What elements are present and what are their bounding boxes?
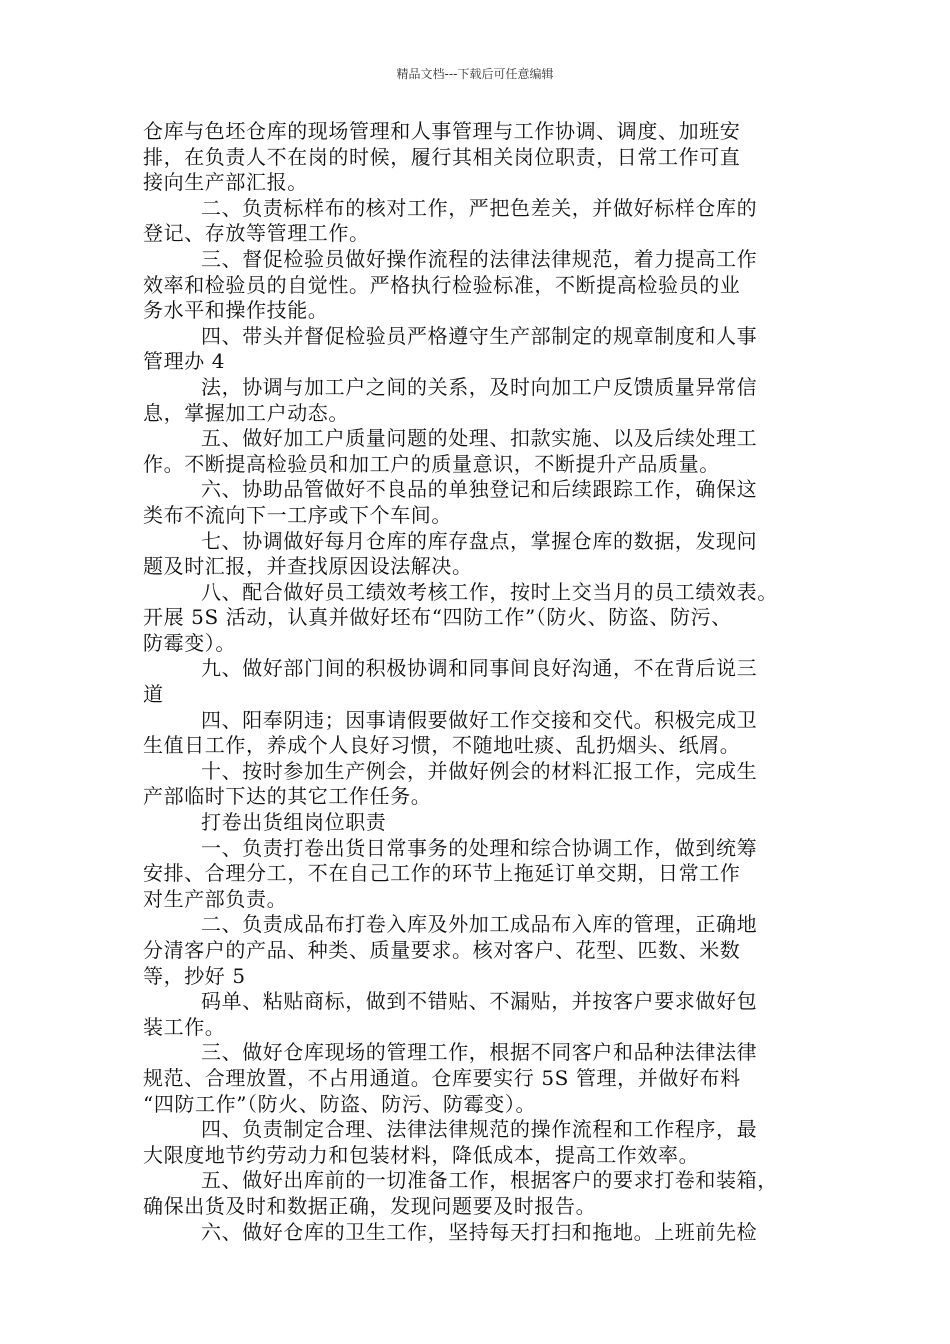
text-line: 一、负责打卷出货日常事务的处理和综合协调工作，做到统筹 bbox=[201, 835, 758, 860]
text-line: 开展 5S 活动，认真并做好坯布“四防工作”（防火、防盗、防污、 bbox=[143, 605, 732, 630]
text-line: 八、配合做好员工绩效考核工作，按时上交当月的员工绩效表。 bbox=[201, 579, 778, 604]
text-line: 对生产部负责。 bbox=[143, 886, 288, 911]
text-line: 道 bbox=[143, 682, 164, 707]
text-line: 确保出货及时和数据正确，发现问题要及时报告。 bbox=[143, 1193, 597, 1218]
text-line: 作。不断提高检验员和加工户的质量意识，不断提升产品质量。 bbox=[143, 451, 720, 476]
text-line: 规范、合理放置，不占用通道。仓库要实行 5S 管理，并做好布料 bbox=[143, 1065, 741, 1090]
text-line: 分清客户的产品、种类、质量要求。核对客户、花型、匹数、米数 bbox=[143, 938, 741, 962]
text-line: 生值日工作，养成个人良好习惯，不随地吐痰、乱扔烟头、纸屑。 bbox=[143, 733, 741, 758]
page-header: 精品文档---下载后可任意编辑 bbox=[396, 67, 554, 81]
text-line: 务水平和操作技能。 bbox=[143, 298, 329, 323]
text-line: 四、负责制定合理、法律法律规范的操作流程和工作程序，最 bbox=[201, 1117, 758, 1142]
text-line: 打卷出货组岗位职责 bbox=[201, 810, 387, 835]
text-line: 等，抄好 5 bbox=[143, 963, 246, 988]
text-line: 仓库与色坯仓库的现场管理和人事管理与工作协调、调度、加班安 bbox=[143, 119, 741, 143]
text-line: 装工作。 bbox=[143, 1014, 226, 1039]
text-line: 五、做好出库前的一切准备工作，根据客户的要求打卷和装箱， bbox=[201, 1168, 778, 1193]
text-line: 防霉变）。 bbox=[143, 630, 236, 655]
text-line: 接向生产部汇报。 bbox=[143, 170, 308, 195]
text-line: 息，掌握加工户动态。 bbox=[143, 400, 349, 425]
text-line: 二、负责成品布打卷入库及外加工成品布入库的管理，正确地 bbox=[201, 912, 758, 937]
text-line: 三、做好仓库现场的管理工作，根据不同客户和品种法律法律 bbox=[201, 1040, 758, 1065]
text-line: 四、阳奉阴违；因事请假要做好工作交接和交代。积极完成卫 bbox=[201, 707, 758, 732]
text-line: 效率和检验员的自觉性。严格执行检验标准，不断提高检验员的业 bbox=[143, 272, 741, 297]
text-line: 题及时汇报，并查找原因设法解决。 bbox=[143, 554, 473, 579]
text-line: 六、做好仓库的卫生工作，坚持每天打扫和拖地。上班前先检 bbox=[201, 1219, 758, 1244]
text-line: 四、带头并督促检验员严格遵守生产部制定的规章制度和人事 bbox=[201, 323, 758, 348]
text-line: 类布不流向下一工序或下个车间。 bbox=[143, 502, 452, 527]
text-line: 码单、粘贴商标，做到不错贴、不漏贴，并按客户要求做好包 bbox=[201, 989, 758, 1014]
text-line: 管理办 4 bbox=[143, 349, 226, 374]
text-line: 大限度地节约劳动力和包装材料，降低成本，提高工作效率。 bbox=[143, 1142, 700, 1167]
text-line: 七、协调做好每月仓库的库存盘点，掌握仓库的数据，发现问 bbox=[201, 528, 758, 553]
text-line: 五、做好加工户质量问题的处理、扣款实施、以及后续处理工 bbox=[201, 426, 758, 451]
text-line: 产部临时下达的其它工作任务。 bbox=[143, 784, 432, 809]
document-body bbox=[143, 119, 813, 1245]
text-line: 登记、存放等管理工作。 bbox=[143, 221, 370, 246]
text-line: 排，在负责人不在岗的时候，履行其相关岗位职责，日常工作可直 bbox=[143, 144, 741, 169]
text-line: “四防工作”（防火、防盗、防污、防霉变）。 bbox=[143, 1091, 537, 1116]
text-line: 六、协助品管做好不良品的单独登记和后续跟踪工作，确保这 bbox=[201, 477, 758, 502]
text-line: 九、做好部门间的积极协调和同事间良好沟通，不在背后说三 bbox=[201, 656, 758, 681]
text-line: 安排、合理分工，不在自己工作的环节上拖延订单交期，日常工作 bbox=[143, 861, 741, 886]
text-line: 十、按时参加生产例会，并做好例会的材料汇报工作，完成生 bbox=[201, 758, 758, 783]
text-line: 三、督促检验员做好操作流程的法律法律规范，着力提高工作 bbox=[201, 246, 758, 271]
text-line: 法，协调与加工户之间的关系，及时向加工户反馈质量异常信 bbox=[201, 374, 758, 399]
text-line: 二、负责标样布的核对工作，严把色差关，并做好标样仓库的 bbox=[201, 195, 758, 220]
